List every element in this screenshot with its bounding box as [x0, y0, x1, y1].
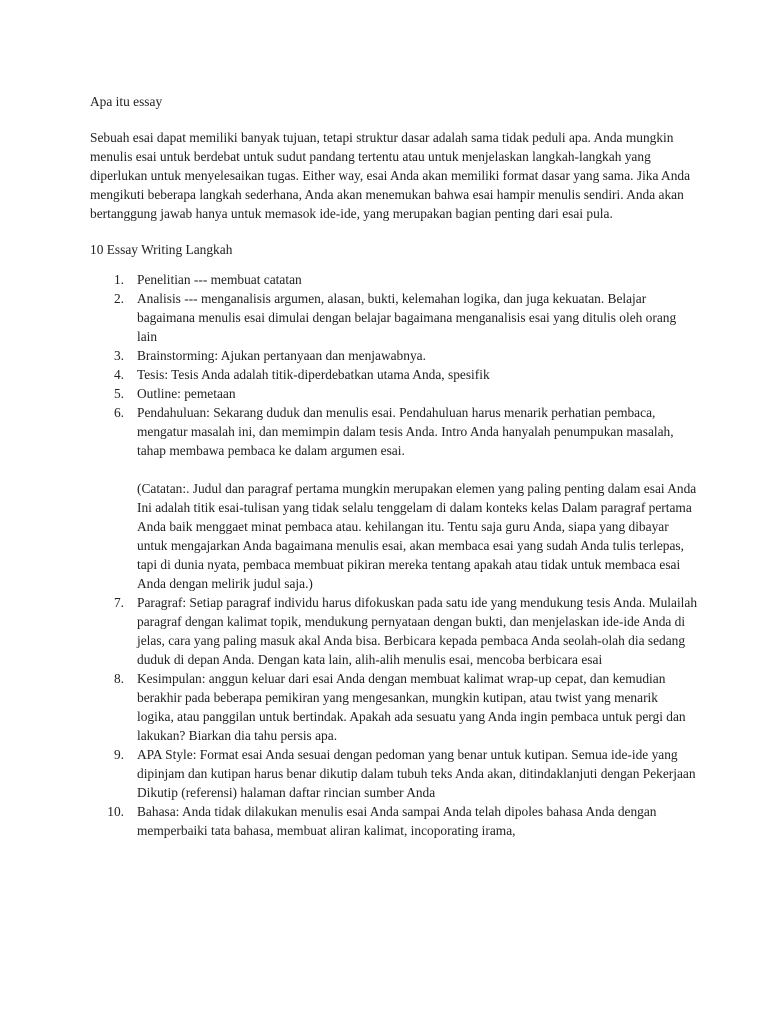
list-item-text: Brainstorming: Ajukan pertanyaan dan menjawabnya.	[137, 348, 426, 363]
intro-paragraph: Sebuah esai dapat memiliki banyak tujuan, tetapi struktur dasar adalah sama tidak peduli apa. Anda mungkin menulis esai untuk berdebat untuk sudut pandang tertentu atau untuk menjelaskan langkah-langkah yang diperlukan untuk menyelesaikan tugas. Either way, esai Anda akan memiliki format dasar yang sama. Jika Anda mengikuti beberapa langkah sederhana, Anda akan menemukan bahwa esai hampir menulis sendiri. Anda akan bertanggung jawab hanya untuk memasok ide-ide, yang merupakan bagian penting dari esai pula.	[90, 130, 691, 221]
list-item-text: Pendahuluan: Sekarang duduk dan menulis esai. Pendahuluan harus menarik perhatian pembaca, mengatur masalah ini, dan memimpin dalam tesis Anda. Intro Anda hanyalah penumpukan masalah, tahap membawa pembaca ke dalam argumen esai.	[137, 405, 674, 458]
list-item-text: Kesimpulan: anggun keluar dari esai Anda dengan membuat kalimat wrap-up cepat, dan kemudian berakhir pada beberapa pemikiran yang mengesankan, mungkin kutipan, atau twist yang menarik logika, atau panggilan untuk bertindak. Apakah ada sesuatu yang Anda ingin pembaca untuk pergi dan lakukan? Biarkan dia tahu persis apa.	[137, 671, 686, 743]
list-number: 1.	[113, 272, 124, 287]
list-number: 4.	[113, 367, 124, 382]
list-number: 6.	[113, 405, 124, 420]
list-item-text: Analisis --- menganalisis argumen, alasan, bukti, kelemahan logika, dan juga kekuatan. Belajar bagaimana menulis esai dimulai dengan belajar bagaimana menganalisis esai yang ditulis oleh orang lain	[137, 291, 677, 344]
list-number: 8.	[113, 671, 124, 686]
list-item	[90, 289, 698, 346]
list-item	[90, 403, 698, 593]
list-number: 3.	[113, 348, 124, 363]
list-item	[90, 593, 698, 669]
section-subtitle: 10 Essay Writing Langkah	[90, 242, 233, 257]
document-title: Apa itu essay	[90, 94, 163, 109]
list-item-text: Paragraf: Setiap paragraf individu harus difokuskan pada satu ide yang mendukung tesis Anda. Mulailah paragraf dengan kalimat topik, mendukung pernyataan dengan bukti, dan menjelaskan ide-ide Anda di jelas, cara yang paling masuk akal Anda bisa. Berbicara kepada pembaca Anda seolah-olah dia sedang duduk di depan Anda. Dengan kata lain, alih-alih menulis esai, mencoba berbicara esai	[137, 595, 698, 667]
list-item	[90, 745, 698, 802]
list-item-text: APA Style: Format esai Anda sesuai dengan pedoman yang benar untuk kutipan. Semua ide-ide yang dipinjam dan kutipan harus benar dikutip dalam tubuh teks Anda akan, ditindaklanjuti dengan Pekerjaan Dikutip (referensi) halaman daftar rincian sumber Anda	[137, 747, 696, 800]
list-number: 5.	[113, 386, 124, 401]
list-item	[90, 669, 698, 745]
list-item	[90, 270, 698, 289]
list-item	[90, 384, 698, 403]
list-number: 9.	[113, 747, 124, 762]
list-item	[90, 365, 698, 384]
list-item-text: Bahasa: Anda tidak dilakukan menulis esai Anda sampai Anda telah dipoles bahasa Anda dengan memperbaiki tata bahasa, membuat aliran kalimat, incoporating irama,	[137, 804, 657, 838]
list-item-note: (Catatan:. Judul dan paragraf pertama mungkin merupakan elemen yang paling penting dalam esai Anda Ini adalah titik esai-tulisan yang tidak selalu tenggelam di dalam konteks kelas Dalam paragraf pertama Anda baik menggaet minat pembaca atau. kehilangan itu. Tentu saja guru Anda, siapa yang dibayar untuk mengajarkan Anda bagaimana menulis esai, akan membaca esai yang sudah Anda tulis terlepas, tapi di dunia nyata, pembaca membuat pikiran mereka tentang apakah atau tidak untuk membaca esai Anda dengan melirik judul saja.)	[137, 481, 697, 591]
list-number: 10.	[107, 804, 124, 819]
list-item	[90, 802, 698, 840]
list-item-text: Outline: pemetaan	[137, 386, 236, 401]
list-number: 2.	[113, 291, 124, 306]
steps-list	[90, 270, 698, 840]
list-item-text: Penelitian --- membuat catatan	[137, 272, 302, 287]
list-number: 7.	[113, 595, 124, 610]
list-item	[90, 346, 698, 365]
list-item-text: Tesis: Tesis Anda adalah titik-diperdebatkan utama Anda, spesifik	[137, 367, 490, 382]
